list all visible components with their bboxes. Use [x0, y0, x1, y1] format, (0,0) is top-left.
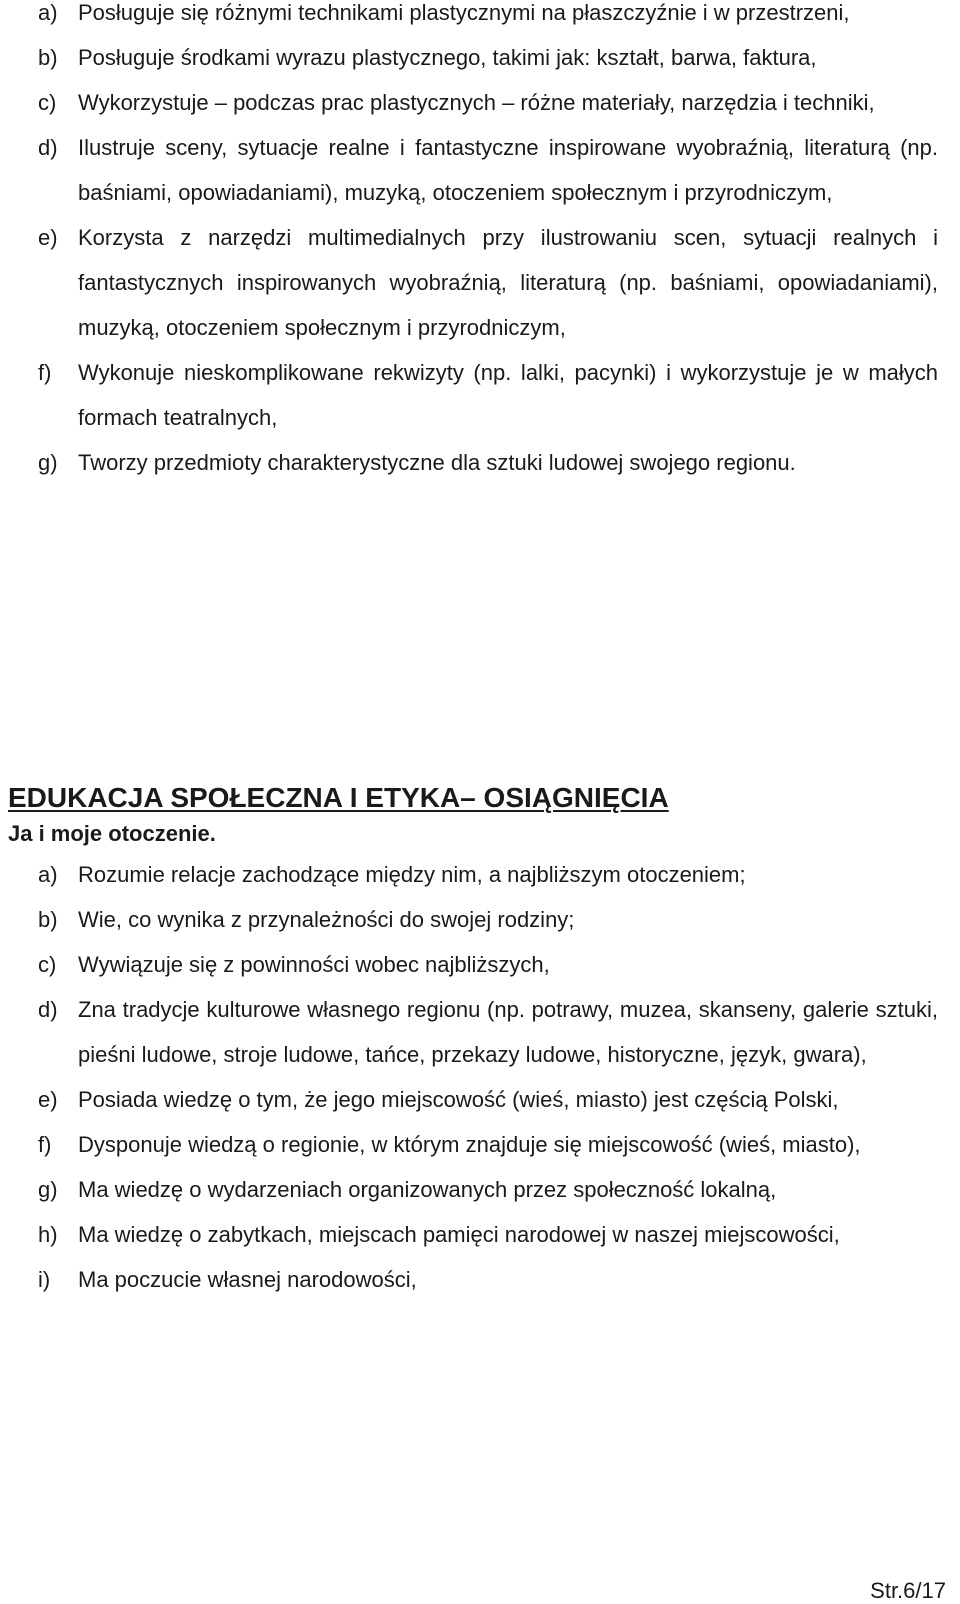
list-marker: a)	[38, 862, 58, 887]
list-item	[38, 125, 938, 215]
list-item	[38, 350, 938, 440]
list-item	[38, 35, 938, 80]
list-item	[38, 1077, 938, 1122]
social-education-achievements-list	[38, 852, 938, 1302]
list-marker: f)	[38, 360, 52, 385]
list-item-text: Ma poczucie własnej narodowości,	[78, 1267, 417, 1292]
list-item	[38, 215, 938, 350]
page-number: Str.6/17	[870, 1578, 946, 1603]
list-item	[38, 0, 938, 35]
list-marker: d)	[38, 135, 58, 160]
list-marker: h)	[38, 1222, 58, 1247]
list-item	[38, 440, 938, 485]
list-item	[38, 1257, 938, 1302]
list-item-text: Posiada wiedzę o tym, że jego miejscowość (wieś, miasto) jest częścią Polski,	[78, 1087, 839, 1112]
list-marker: e)	[38, 225, 58, 250]
list-item	[38, 942, 938, 987]
list-item-text: Ma wiedzę o zabytkach, miejscach pamięci narodowej w naszej miejscowości,	[78, 1222, 840, 1247]
list-item	[38, 1122, 938, 1167]
list-marker: b)	[38, 907, 58, 932]
list-item-text: Wykorzystuje – podczas prac plastycznych – różne materiały, narzędzia i techniki,	[78, 90, 875, 115]
list-item	[38, 987, 938, 1077]
list-item-text: Wywiązuje się z powinności wobec najbliższych,	[78, 952, 550, 977]
list-item-text: Ma wiedzę o wydarzeniach organizowanych przez społeczność lokalną,	[78, 1177, 777, 1202]
list-item-text: Dysponuje wiedzą o regionie, w którym znajduje się miejscowość (wieś, miasto),	[78, 1132, 861, 1157]
list-item	[38, 852, 938, 897]
section-subheading: Ja i moje otoczenie.	[8, 821, 216, 846]
list-marker: i)	[38, 1267, 51, 1292]
list-item-text: Tworzy przedmioty charakterystyczne dla sztuki ludowej swojego regionu.	[78, 450, 796, 475]
list-marker: c)	[38, 952, 57, 977]
list-item	[38, 80, 938, 125]
list-item	[38, 1167, 938, 1212]
art-achievements-list	[38, 0, 938, 485]
list-item	[38, 1212, 938, 1257]
section-heading: EDUKACJA SPOŁECZNA I ETYKA– OSIĄGNIĘCIA	[8, 782, 669, 813]
list-marker: e)	[38, 1087, 58, 1112]
list-item-text: Wykonuje nieskomplikowane rekwizyty (np. lalki, pacynki) i wykorzystuje je w małych formach teatralnych,	[78, 360, 938, 430]
list-marker: g)	[38, 450, 58, 475]
list-marker: f)	[38, 1132, 52, 1157]
list-item-text: Posługuje środkami wyrazu plastycznego, takimi jak: kształt, barwa, faktura,	[78, 45, 817, 70]
list-marker: c)	[38, 90, 57, 115]
list-item-text: Rozumie relacje zachodzące między nim, a najbliższym otoczeniem;	[78, 862, 746, 887]
list-marker: b)	[38, 45, 58, 70]
list-item-text: Korzysta z narzędzi multimedialnych przy ilustrowaniu scen, sytuacji realnych i fantastycznych inspirowanych wyobraźnią, literaturą (np. baśniami, opowiadaniami), muzyką, otoczeniem społecznym i przyrodniczym,	[78, 225, 938, 340]
list-item-text: Zna tradycje kulturowe własnego regionu (np. potrawy, muzea, skanseny, galerie sztuki, pieśni ludowe, stroje ludowe, tańce, przekazy ludowe, historyczne, język, gwara),	[78, 997, 938, 1067]
list-item-text: Ilustruje sceny, sytuacje realne i fantastyczne inspirowane wyobraźnią, literaturą (np. baśniami, opowiadaniami), muzyką, otoczeniem społecznym i przyrodniczym,	[78, 135, 938, 205]
list-marker: a)	[38, 0, 58, 25]
list-marker: d)	[38, 997, 58, 1022]
list-item	[38, 897, 938, 942]
list-item-text: Wie, co wynika z przynależności do swojej rodziny;	[78, 907, 575, 932]
list-marker: g)	[38, 1177, 58, 1202]
list-item-text: Posługuje się różnymi technikami plastycznymi na płaszczyźnie i w przestrzeni,	[78, 0, 850, 25]
